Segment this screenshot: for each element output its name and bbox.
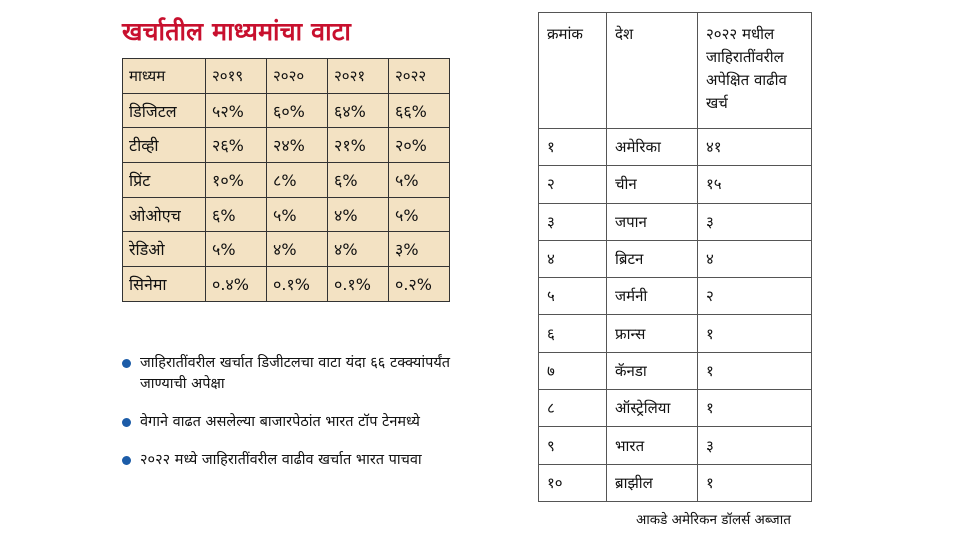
country-cell: कॅनडा	[607, 352, 698, 389]
bullet-dot-icon	[122, 359, 131, 368]
country-cell: भारत	[607, 427, 698, 464]
share-cell: ५%	[206, 232, 267, 267]
amount-cell: १	[698, 352, 812, 389]
infographic-title: खर्चातील माध्यमांचा वाटा	[122, 17, 352, 46]
share-cell: २६%	[206, 128, 267, 163]
share-cell: ०.१%	[328, 267, 389, 302]
table-row	[539, 129, 812, 166]
amount-cell: १५	[698, 166, 812, 203]
bullet-text: वेगाने वाढत असलेल्या बाजारपेठांत भारत टॉप टेनमध्ये	[140, 414, 420, 430]
header-cell: २०२२ मधील जाहिरातींवरील अपेक्षित वाढीव खर्च	[698, 13, 812, 129]
rank-cell: ८	[539, 390, 607, 427]
bullet-list	[120, 353, 450, 488]
header-cell: माध्यम	[123, 59, 206, 94]
bullet-item	[120, 412, 450, 433]
rank-cell: २	[539, 166, 607, 203]
share-cell: २४%	[267, 128, 328, 163]
country-cell: जर्मनी	[607, 278, 698, 315]
share-cell: ८%	[267, 163, 328, 198]
bullet-item	[120, 450, 450, 471]
header-cell: २०२२	[389, 59, 450, 94]
table-row	[539, 240, 812, 277]
country-cell: जपान	[607, 203, 698, 240]
header-cell: २०१९	[206, 59, 267, 94]
bullet-text: २०२२ मध्ये जाहिरातींवरील वाढीव खर्चात भारत पाचवा	[140, 452, 422, 468]
share-cell: ०.४%	[206, 267, 267, 302]
rank-cell: ६	[539, 315, 607, 352]
bullet-item	[120, 353, 450, 395]
country-cell: चीन	[607, 166, 698, 203]
country-cell: ऑस्ट्रेलिया	[607, 390, 698, 427]
country-cell: अमेरिका	[607, 129, 698, 166]
bullet-dot-icon	[122, 418, 131, 427]
share-cell: ६४%	[328, 93, 389, 128]
table-row	[123, 197, 450, 232]
footnote: आकडे अमेरिकन डॉलर्स अब्जात	[636, 512, 791, 528]
table-row	[539, 315, 812, 352]
rank-cell: ९	[539, 427, 607, 464]
table-header-row	[123, 59, 450, 94]
media-share-table	[122, 58, 450, 302]
table-header-row	[539, 13, 812, 129]
table-row	[539, 464, 812, 501]
table-row	[539, 427, 812, 464]
share-cell: ४%	[267, 232, 328, 267]
share-cell: ५२%	[206, 93, 267, 128]
share-cell: ६०%	[267, 93, 328, 128]
rank-cell: १०	[539, 464, 607, 501]
share-cell: ६%	[328, 163, 389, 198]
amount-cell: १	[698, 464, 812, 501]
medium-cell: सिनेमा	[123, 267, 206, 302]
bullet-dot-icon	[122, 456, 131, 465]
amount-cell: ३	[698, 427, 812, 464]
ad-spend-growth-table	[538, 12, 812, 502]
table-row	[539, 352, 812, 389]
table-row	[123, 128, 450, 163]
share-cell: ४%	[328, 232, 389, 267]
header-cell: २०२०	[267, 59, 328, 94]
header-cell: देश	[607, 13, 698, 129]
share-cell: ०.१%	[267, 267, 328, 302]
share-cell: १०%	[206, 163, 267, 198]
share-cell: ५%	[389, 163, 450, 198]
table-row	[123, 163, 450, 198]
share-cell: ४%	[328, 197, 389, 232]
rank-cell: ३	[539, 203, 607, 240]
rank-cell: ४	[539, 240, 607, 277]
share-cell: ३%	[389, 232, 450, 267]
bullet-text: जाहिरातींवरील खर्चात डिजीटलचा वाटा यंदा ६६ टक्क्यांपर्यंत जाण्याची अपेक्षा	[140, 355, 450, 392]
table-row	[539, 166, 812, 203]
share-cell: ५%	[267, 197, 328, 232]
table-row	[539, 278, 812, 315]
amount-cell: ३	[698, 203, 812, 240]
medium-cell: टीव्ही	[123, 128, 206, 163]
country-cell: ब्राझील	[607, 464, 698, 501]
amount-cell: १	[698, 315, 812, 352]
rank-cell: ५	[539, 278, 607, 315]
table-row	[123, 93, 450, 128]
country-cell: ब्रिटन	[607, 240, 698, 277]
share-cell: ५%	[389, 197, 450, 232]
rank-cell: १	[539, 129, 607, 166]
medium-cell: प्रिंट	[123, 163, 206, 198]
amount-cell: १	[698, 390, 812, 427]
header-cell: २०२१	[328, 59, 389, 94]
table-row	[123, 232, 450, 267]
country-cell: फ्रान्स	[607, 315, 698, 352]
share-cell: ०.२%	[389, 267, 450, 302]
amount-cell: ४१	[698, 129, 812, 166]
header-cell: क्रमांक	[539, 13, 607, 129]
medium-cell: रेडिओ	[123, 232, 206, 267]
share-cell: २०%	[389, 128, 450, 163]
medium-cell: ओओएच	[123, 197, 206, 232]
table-row	[539, 203, 812, 240]
amount-cell: ४	[698, 240, 812, 277]
medium-cell: डिजिटल	[123, 93, 206, 128]
share-cell: ६६%	[389, 93, 450, 128]
share-cell: २१%	[328, 128, 389, 163]
table-row	[123, 267, 450, 302]
share-cell: ६%	[206, 197, 267, 232]
amount-cell: २	[698, 278, 812, 315]
table-row	[539, 390, 812, 427]
rank-cell: ७	[539, 352, 607, 389]
